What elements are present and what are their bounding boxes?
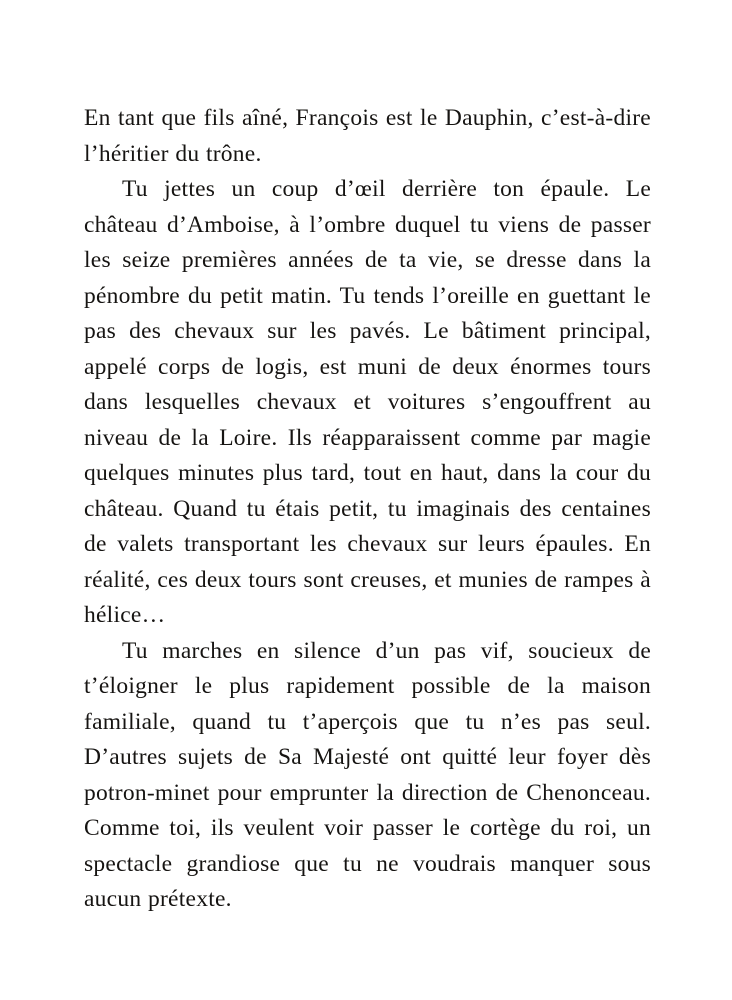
paragraph-continuation: En tant que fils aîné, François est le Dauphin, c’est-à-dire l’héritier du trône. bbox=[84, 105, 651, 167]
paragraph: Tu marches en silence d’un pas vif, soucieux de t’éloigner le plus rapidement possible de la maison familiale, quand tu t’aperçois que tu n’es pas seul. D’autres sujets de Sa Majesté ont quitté leur foyer dès potron-minet pour emprunter la direction de Chenonceau. Comme toi, ils veulent voir passer le cortège du roi, un spectacle grandiose que tu ne voudrais manquer sous aucun prétexte. bbox=[84, 637, 651, 912]
paragraph: Tu jettes un coup d’œil derrière ton épaule. Le château d’Amboise, à l’ombre duquel tu viens de passer les seize premières années de ta vie, se dresse dans la pénombre du petit matin. Tu tends l’oreille en guettant le pas des chevaux sur les pavés. Le bâtiment principal, appelé corps de logis, est muni de deux énormes tours dans lesquelles chevaux et voitures s’engouffrent au niveau de la Loire. Ils réapparaissent comme par magie quelques minutes plus tard, tout en haut, dans la cour du château. Quand tu étais petit, tu imaginais des centaines de valets transportant les chevaux sur leurs épaules. En réalité, ces deux tours sont creuses, et munies de rampes à hélice… bbox=[84, 176, 651, 628]
page-text-block bbox=[84, 101, 651, 918]
